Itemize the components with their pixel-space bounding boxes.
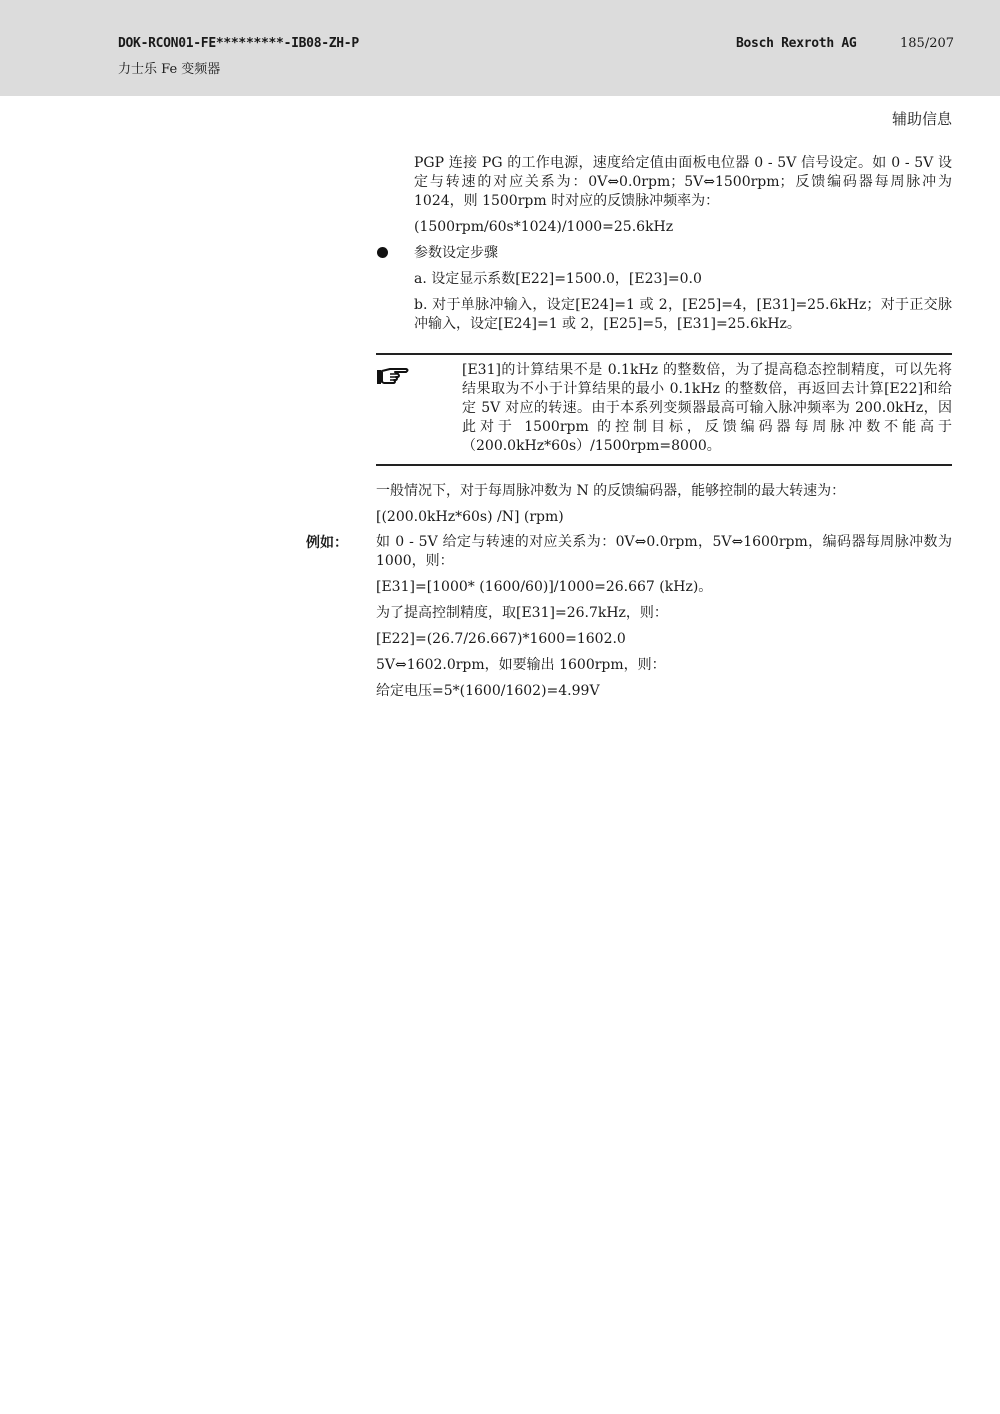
document-subtitle: 力士乐 Fe 变频器 bbox=[118, 62, 221, 77]
section-title: 辅助信息 bbox=[891, 110, 952, 128]
example-line-output: 5V⇔1602.0rpm，如要输出 1600rpm，则： bbox=[376, 657, 666, 673]
page-number: 185/207 bbox=[900, 36, 955, 51]
bullet-title: 参数设定步骤 bbox=[414, 245, 498, 261]
step-b: b. 对于单脉冲输入，设定[E24]=1 或 2，[E25]=4，[E31]=25.6kHz；对于正交脉冲输入，设定[E24]=1 或 2，[E25]=5，[E31]=25.6kHz。 bbox=[414, 297, 952, 332]
example-formula-e22: [E22]=(26.7/26.667)*1600=1602.0 bbox=[376, 631, 626, 647]
note-text: [E31]的计算结果不是 0.1kHz 的整数倍，为了提高稳态控制精度，可以先将结果取为不小于计算结果的最小 0.1kHz 的整数倍，再返回去计算[E22]和给定 5V 对应的转速。由于本系列变频器最高可输入脉冲频率为 200.0kHz，因此对于 1500rpm 的控制目标，反馈编码器每周脉冲数不能高于（200.0kHz*60s）/1500rpm=8000。 bbox=[462, 362, 952, 454]
formula-pulse-frequency: (1500rpm/60s*1024)/1000=25.6kHz bbox=[414, 219, 674, 235]
company-name: Bosch Rexroth AG bbox=[736, 36, 857, 51]
example-label: 例如： bbox=[306, 535, 348, 551]
example-formula-voltage: 给定电压=5*(1600/1602)=4.99V bbox=[376, 683, 600, 699]
example-line-precision: 为了提高控制精度，取[E31]=26.7kHz，则： bbox=[376, 605, 668, 621]
page-header bbox=[0, 0, 1000, 96]
pointing-hand-icon bbox=[376, 365, 410, 387]
note-box bbox=[376, 353, 952, 466]
bullet-icon bbox=[377, 247, 388, 258]
general-text: 一般情况下，对于每周脉冲数为 N 的反馈编码器，能够控制的最大转速为： bbox=[376, 483, 846, 499]
step-a: a. 设定显示系数[E22]=1500.0，[E23]=0.0 bbox=[414, 271, 702, 287]
example-formula-e31: [E31]=[1000* (1600/60)]/1000=26.667 (kHz)。 bbox=[376, 579, 713, 595]
example-paragraph: 如 0 - 5V 给定与转速的对应关系为：0V⇔0.0rpm，5V⇔1600rpm，编码器每周脉冲数为 1000，则： bbox=[376, 534, 952, 569]
general-formula: [(200.0kHz*60s) /N] (rpm) bbox=[376, 509, 564, 525]
intro-paragraph: PGP 连接 PG 的工作电源，速度给定值由面板电位器 0 - 5V 信号设定。如 0 - 5V 设定与转速的对应关系为：0V⇔0.0rpm；5V⇔1500rpm；反馈编码器每周脉冲为 1024，则 1500rpm 时对应的反馈脉冲频率为： bbox=[414, 155, 952, 209]
document-id: DOK-RCON01-FE*********-IB08-ZH-P bbox=[118, 36, 359, 51]
